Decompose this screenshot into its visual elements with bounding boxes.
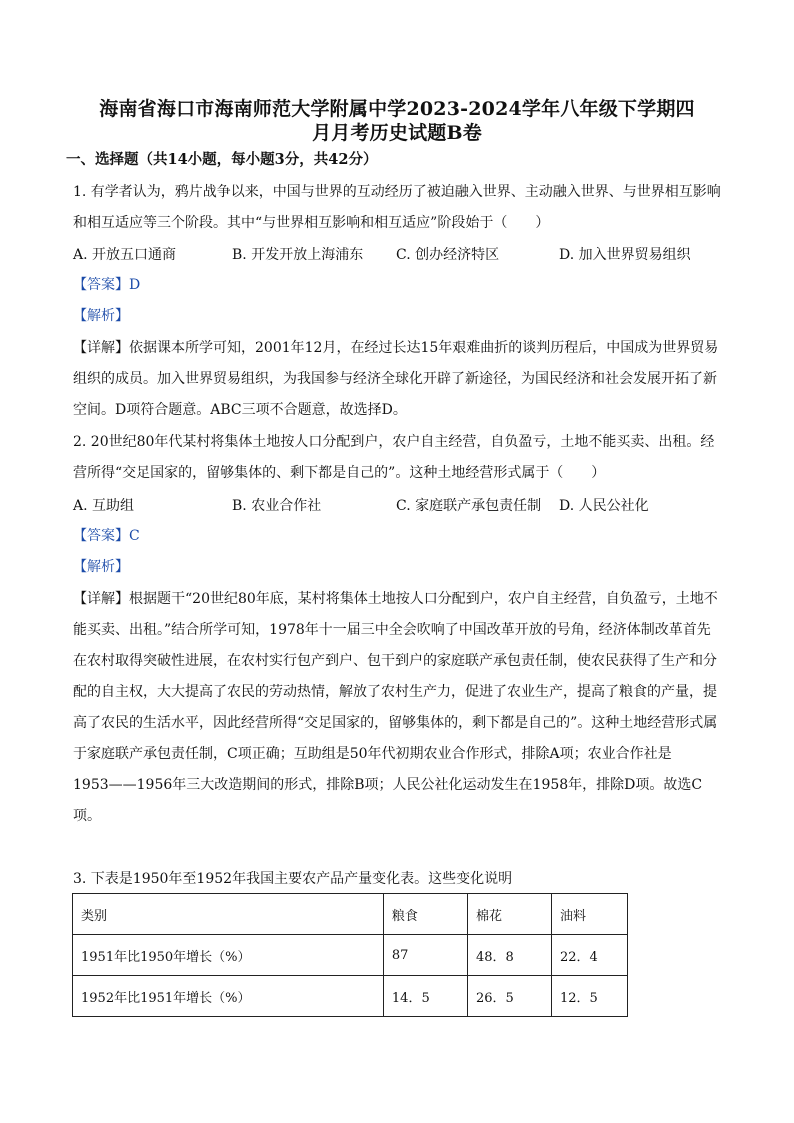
q2-detail-line1: 【详解】根据题干“20世纪80年底，某村将集体土地按人口分配到户，农户自主经营，自负盈亏，土地不 <box>73 591 718 607</box>
q2-detail-line3: 在农村取得突破性进展，在农村实行包产到户、包干到户的家庭联产承包责任制，使农民获得了生产和分 <box>73 653 717 669</box>
production-table <box>72 893 628 1017</box>
doc-title-line2: 月月考历史试题B卷 <box>312 122 482 144</box>
q3-stem-line1: 3. 下表是1950年至1952年我国主要农产品产量变化表。这些变化说明 <box>73 871 513 887</box>
q1-answer: 【答案】D <box>73 277 141 293</box>
q1-option-a: A. 开放五口通商 <box>73 247 177 263</box>
doc-title-line1: 海南省海口市海南师范大学附属中学2023-2024学年八年级下学期四 <box>99 98 695 120</box>
q2-detail-line7: 1953——1956年三大改造期间的形式，排除B项；人民公社化运动发生在1958年，排除D项。故选C <box>73 777 703 793</box>
q2-stem-line2: 营所得“交足国家的，留够集体的、剩下都是自己的”。这种土地经营形式属于（ ） <box>73 465 606 481</box>
table-header-cell: 油料 <box>552 894 628 935</box>
q1-detail-line2: 组织的成员。加入世界贸易组织，为我国参与经济全球化开辟了新途径，为国民经济和社会发展开拓了新 <box>73 371 717 387</box>
table-cell: 14．5 <box>383 976 467 1017</box>
q1-detail-line3: 空间。D项符合题意。ABC三项不合题意，故选择D。 <box>73 402 407 418</box>
q2-detail-line4: 配的自主权，大大提高了农民的劳动热情，解放了农村生产力，促进了农业生产，提高了粮食的产量，提 <box>73 684 717 700</box>
section-heading: 一、选择题（共14小题，每小题3分，共42分） <box>66 151 378 168</box>
q2-detail-line6: 于家庭联产承包责任制，C项正确；互助组是50年代初期农业合作形式，排除A项；农业合作社是 <box>73 746 672 762</box>
table-cell: 48．8 <box>467 935 551 976</box>
q1-option-b: B. 开发开放上海浦东 <box>232 247 364 263</box>
table-cell: 26．5 <box>467 976 551 1017</box>
q1-analysis-tag: 【解析】 <box>73 308 129 324</box>
table-row <box>73 976 628 1017</box>
q2-option-d: D. 人民公社化 <box>559 498 649 514</box>
table-cell: 22．4 <box>552 935 628 976</box>
q1-detail-line1: 【详解】依据课本所学可知，2001年12月，在经过长达15年艰难曲折的谈判历程后，中国成为世界贸易 <box>73 340 719 356</box>
q2-option-b: B. 农业合作社 <box>232 498 322 514</box>
q2-stem-line1: 2. 20世纪80年代某村将集体土地按人口分配到户，农户自主经营，自负盈亏，土地不能买卖、出租。经 <box>73 434 715 450</box>
table-header-cell: 粮食 <box>383 894 467 935</box>
q2-detail-line5: 高了农民的生活水平，因此经营所得“交足国家的，留够集体的，剩下都是自己的”。这种土地经营形式属 <box>73 715 718 731</box>
q1-stem-line1: 1. 有学者认为，鸦片战争以来，中国与世界的互动经历了被迫融入世界、主动融入世界、与世界相互影响 <box>73 184 721 200</box>
q2-option-a: A. 互助组 <box>73 498 135 514</box>
q1-stem-line2: 和相互适应等三个阶段。其中“与世界相互影响和相互适应”阶段始于（ ） <box>73 215 550 231</box>
table-header-cell: 类别 <box>73 894 384 935</box>
table-cell: 12．5 <box>552 976 628 1017</box>
table-cell: 1952年比1951年增长（%） <box>73 976 384 1017</box>
q2-option-c: C. 家庭联产承包责任制 <box>396 498 542 514</box>
q2-detail-line2: 能买卖、出租。”结合所学可知，1978年十一届三中全会吹响了中国改革开放的号角，经济体制改革首先 <box>73 622 711 638</box>
table-cell: 1951年比1950年增长（%） <box>73 935 384 976</box>
q2-detail-line8: 项。 <box>73 808 101 824</box>
q1-option-d: D. 加入世界贸易组织 <box>559 247 691 263</box>
table-header-cell: 棉花 <box>467 894 551 935</box>
table-cell: 87 <box>383 935 467 976</box>
table-header-row <box>73 894 628 935</box>
q1-option-c: C. 创办经济特区 <box>396 247 500 263</box>
q2-answer: 【答案】C <box>73 528 140 544</box>
q2-analysis-tag: 【解析】 <box>73 559 129 575</box>
table-row <box>73 935 628 976</box>
